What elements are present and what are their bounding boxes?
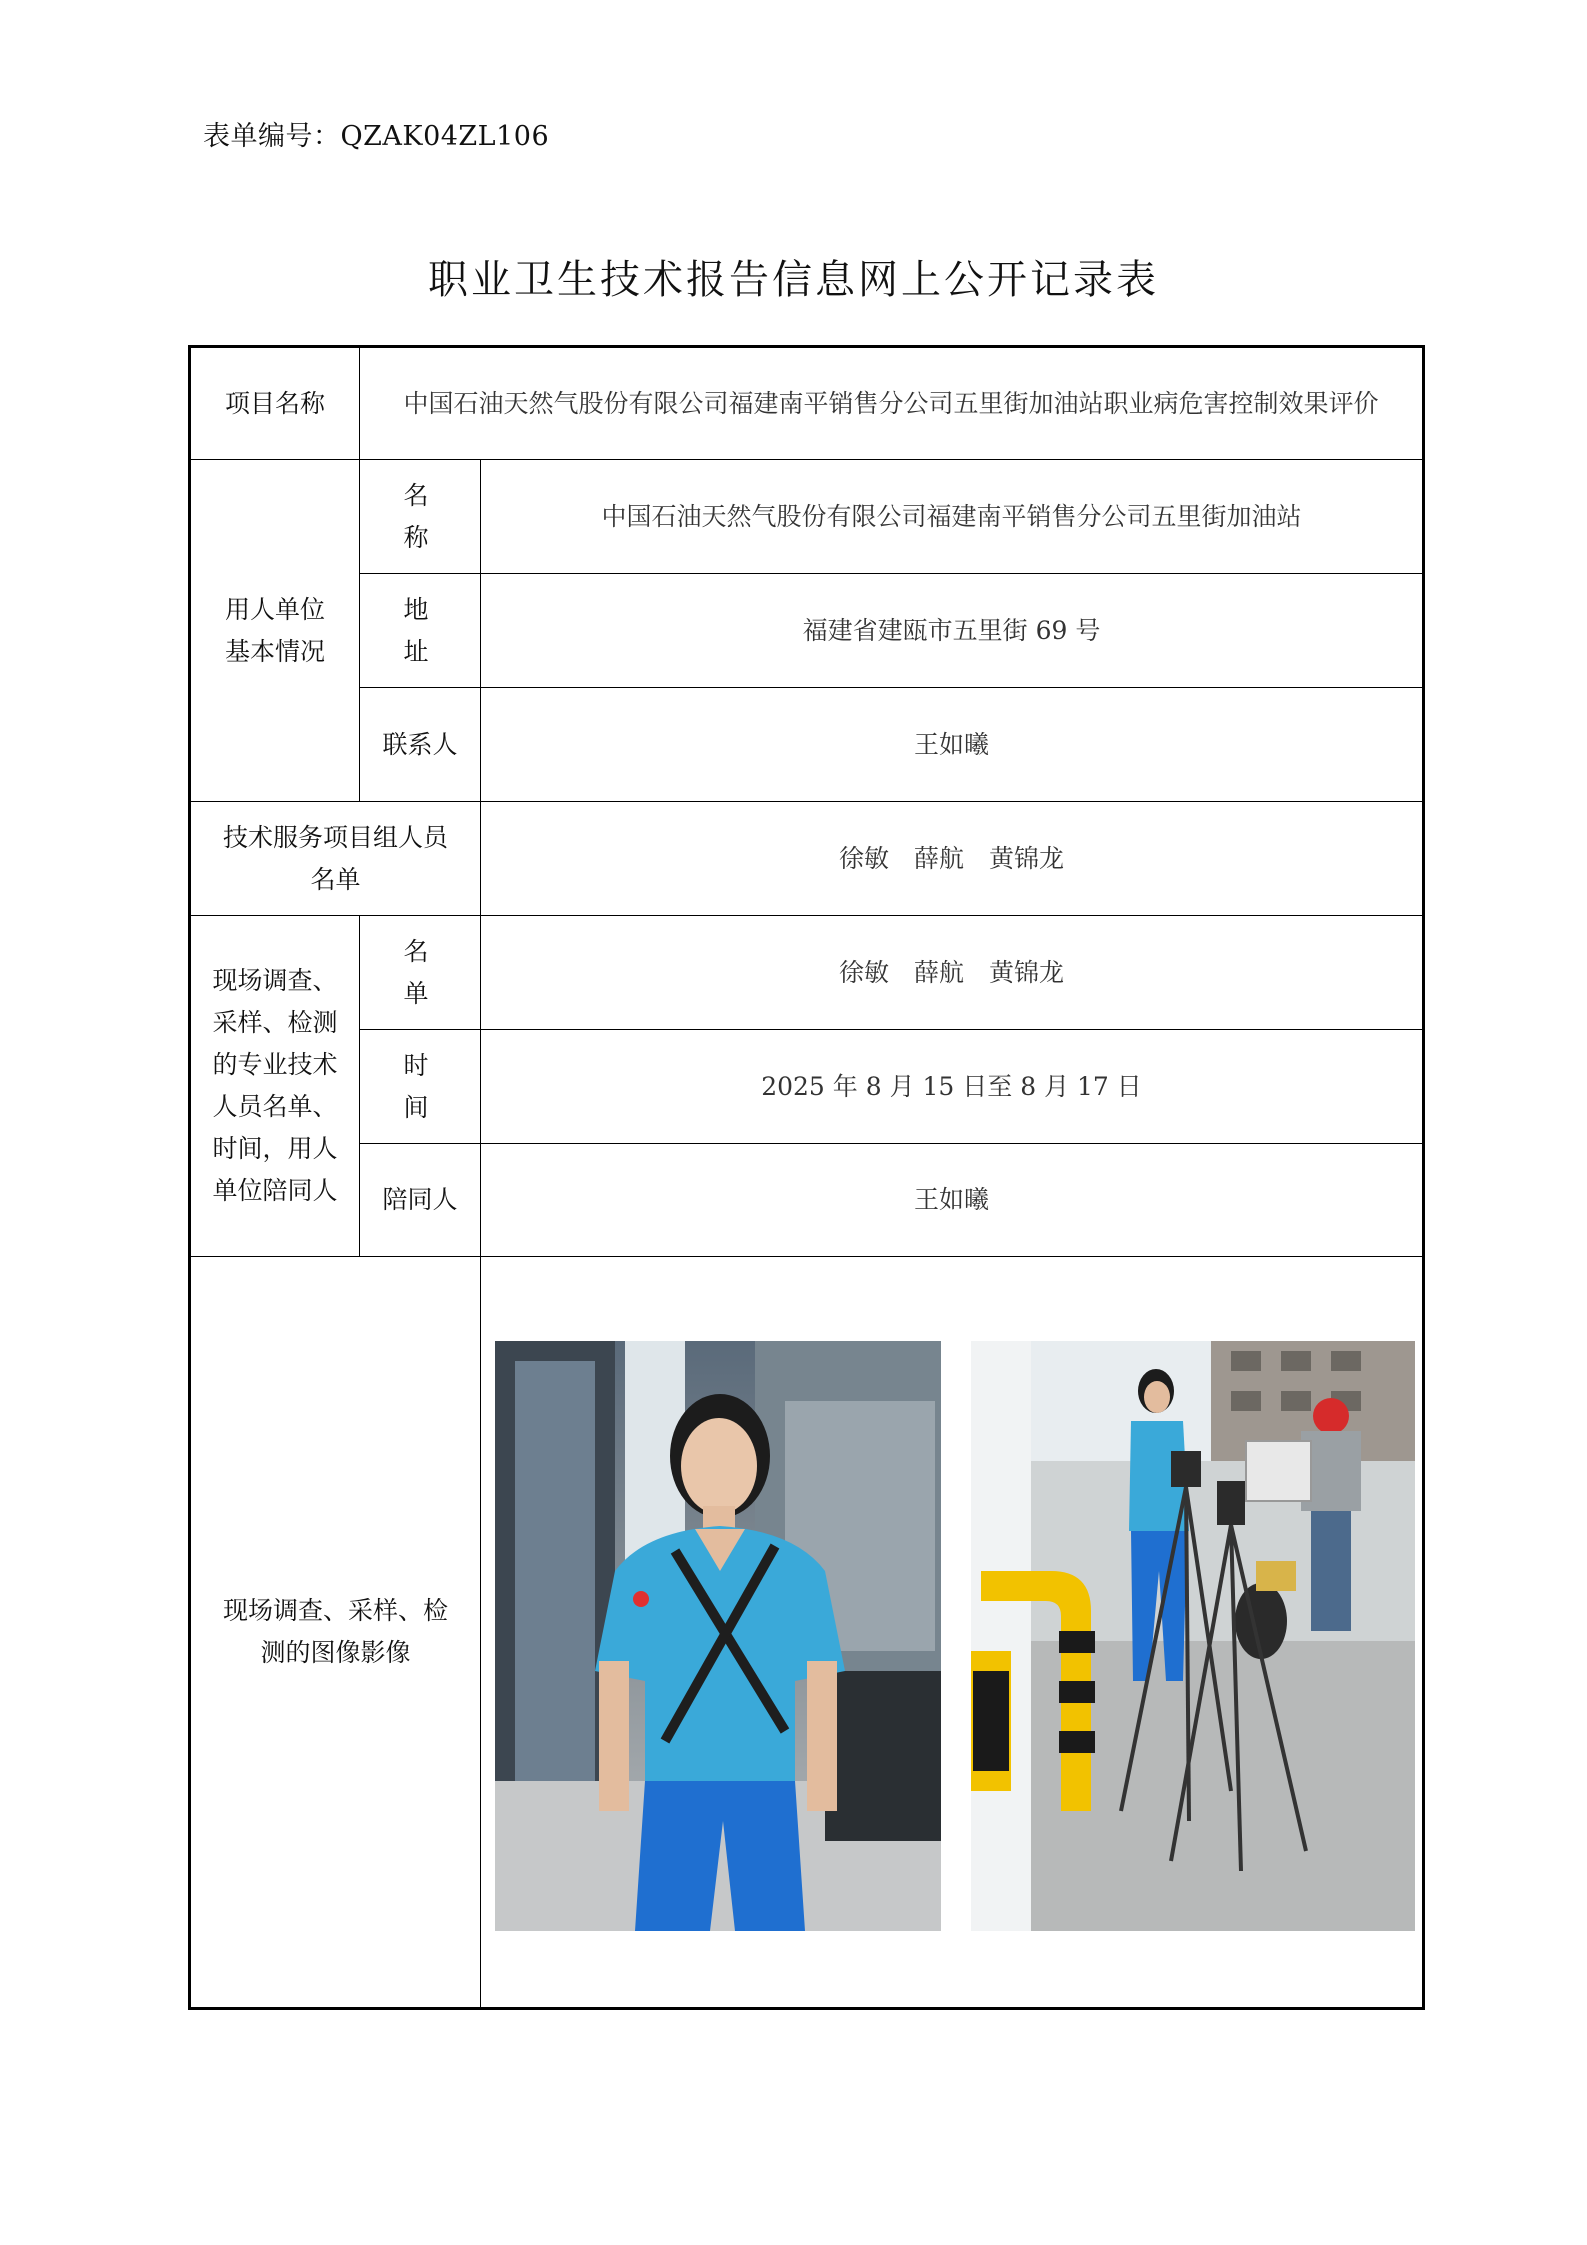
employer-name-label: 名 称: [360, 460, 481, 574]
project-value: 中国石油天然气股份有限公司福建南平销售分公司五里街加油站职业病危害控制效果评价: [360, 347, 1424, 460]
onsite-label-line: 人员名单、: [212, 1092, 338, 1121]
onsite-time-value: 2025 年 8 月 15 日至 8 月 17 日: [481, 1030, 1424, 1144]
images-label-line1: 现场调查、采样、检: [222, 1596, 448, 1625]
worker-portrait-photo-icon: [495, 1341, 941, 1931]
employer-label-line1: 用人单位: [224, 594, 325, 624]
row-onsite-escort: [190, 1144, 1424, 1257]
employer-label-line2: 基本情况: [224, 636, 325, 666]
project-label: 项目名称: [190, 347, 360, 460]
onsite-label-line: 采样、检测: [212, 1008, 338, 1037]
employer-address-label: 地 址: [360, 574, 481, 688]
row-images: [190, 1257, 1424, 2009]
employer-address-value: 福建省建瓯市五里街 69 号: [481, 574, 1424, 688]
row-employer-address: [190, 574, 1424, 688]
row-employer-name: [190, 460, 1424, 574]
employer-label: [190, 460, 360, 802]
images-label: [190, 1257, 481, 2009]
onsite-list-value: 徐敏 薛航 黄锦龙: [481, 916, 1424, 1030]
row-employer-contact: [190, 688, 1424, 802]
form-number: 表单编号：QZAK04ZL106: [203, 121, 550, 152]
document-title: 职业卫生技术报告信息网上公开记录表: [428, 257, 1159, 303]
onsite-escort-label: 陪同人: [360, 1144, 481, 1257]
onsite-list-label: 名 单: [360, 916, 481, 1030]
images-label-line2: 测的图像影像: [260, 1638, 411, 1667]
images-cell: [481, 1257, 1424, 2009]
team-value: 徐敏 薛航 黄锦龙: [481, 802, 1424, 916]
team-label-line1: 技术服务项目组人员: [222, 822, 448, 852]
employer-contact-label: 联系人: [360, 688, 481, 802]
onsite-label-line: 现场调查、: [212, 966, 338, 995]
onsite-escort-value: 王如曦: [481, 1144, 1424, 1257]
onsite-label: [190, 916, 360, 1257]
photo-group: [495, 1341, 1415, 1931]
record-table: [188, 345, 1425, 2010]
row-onsite-list: [190, 916, 1424, 1030]
onsite-time-label: 时 间: [360, 1030, 481, 1144]
row-project: [190, 347, 1424, 460]
team-label: [190, 802, 481, 916]
onsite-label-line: 单位陪同人: [212, 1176, 338, 1205]
sampling-equipment-photo-icon: [971, 1341, 1415, 1931]
row-team: [190, 802, 1424, 916]
employer-contact-value: 王如曦: [481, 688, 1424, 802]
onsite-label-line: 时间，用人: [212, 1134, 338, 1163]
onsite-label-line: 的专业技术: [212, 1050, 338, 1079]
employer-name-value: 中国石油天然气股份有限公司福建南平销售分公司五里街加油站: [481, 460, 1424, 574]
row-onsite-time: [190, 1030, 1424, 1144]
team-label-line2: 名单: [310, 864, 361, 894]
